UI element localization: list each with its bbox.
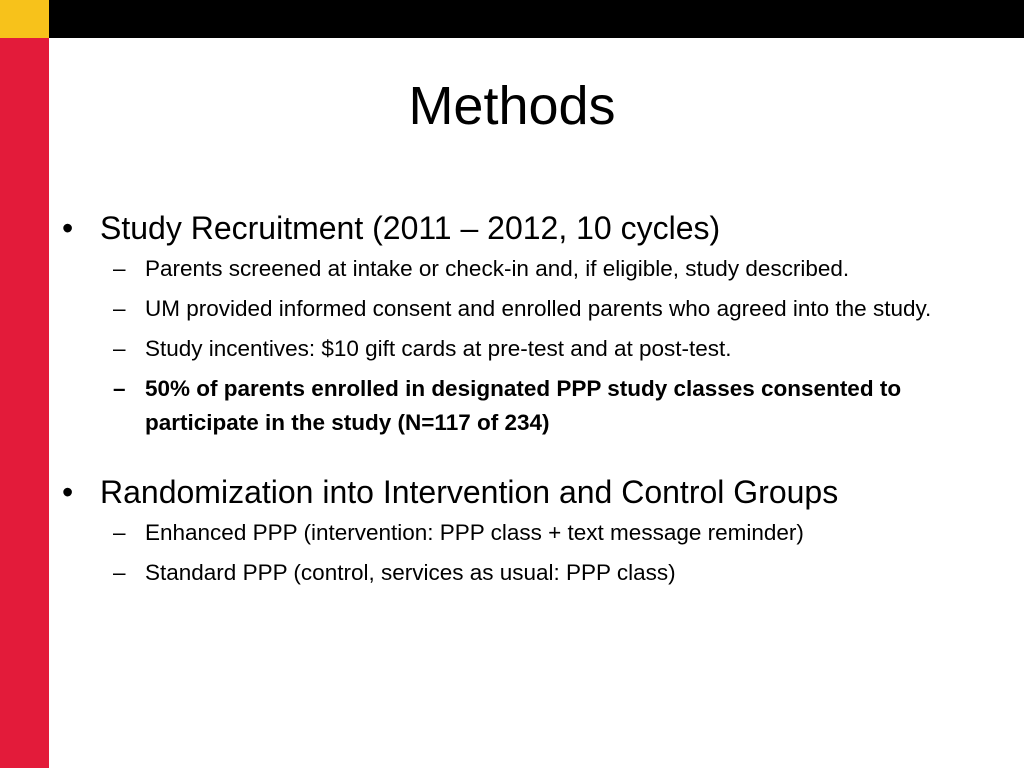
sub-item-text: Enhanced PPP (intervention: PPP class + text message reminder) bbox=[145, 520, 804, 545]
sub-item bbox=[62, 332, 992, 366]
sub-item bbox=[62, 516, 992, 550]
sub-item bbox=[62, 556, 992, 590]
top-bar bbox=[49, 0, 1024, 38]
sub-item-text: Study incentives: $10 gift cards at pre-test and at post-test. bbox=[145, 336, 732, 361]
sub-item-text: UM provided informed consent and enrolled parents who agreed into the study. bbox=[145, 296, 932, 321]
left-accent-bar bbox=[0, 38, 49, 768]
slide-content bbox=[62, 208, 992, 590]
dash-icon: – bbox=[113, 376, 126, 401]
sub-item-emphasis bbox=[62, 372, 992, 440]
bullet-item bbox=[62, 208, 992, 248]
dash-icon: – bbox=[113, 256, 126, 281]
dash-icon: – bbox=[113, 520, 126, 545]
section-heading: Randomization into Intervention and Control Groups bbox=[100, 474, 839, 510]
sub-item-text: 50% of parents enrolled in designated PPP study classes consented to participate in the study (N=117 of 234) bbox=[145, 376, 902, 435]
bullet-item bbox=[62, 472, 992, 512]
dash-icon: – bbox=[113, 336, 126, 361]
sub-item-text: Standard PPP (control, services as usual: PPP class) bbox=[145, 560, 676, 585]
section-recruitment bbox=[62, 208, 992, 440]
bullet-icon: • bbox=[62, 210, 74, 246]
bullet-icon: • bbox=[62, 474, 74, 510]
dash-icon: – bbox=[113, 296, 126, 321]
slide-title: Methods bbox=[408, 76, 616, 136]
sub-item bbox=[62, 292, 992, 326]
dash-icon: – bbox=[113, 560, 126, 585]
section-heading: Study Recruitment (2011 – 2012, 10 cycles) bbox=[100, 210, 721, 246]
section-randomization bbox=[62, 472, 992, 590]
sub-item-text: Parents screened at intake or check-in and, if eligible, study described. bbox=[145, 256, 850, 281]
sub-item bbox=[62, 252, 992, 286]
corner-accent bbox=[0, 0, 49, 38]
